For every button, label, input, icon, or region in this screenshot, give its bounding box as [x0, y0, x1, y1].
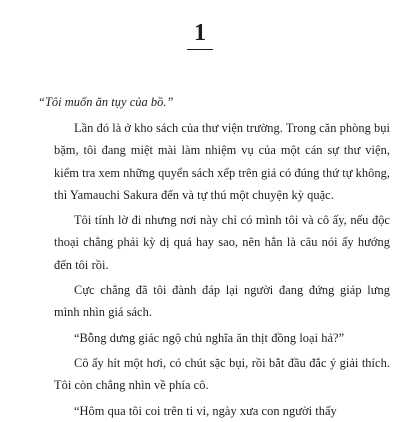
chapter-body	[38, 91, 390, 422]
paragraph: “Bỗng dưng giác ngộ chủ nghĩa ăn thịt đồng loại hả?”	[74, 330, 345, 345]
paragraph: Lần đó là ở kho sách của thư viện trường. Trong căn phòng bụi bặm, tôi đang miệt mài làm nhiệm vụ của một cán sự thư viện, kiểm tra xem những quyển sách xếp trên giá có đúng thứ tự không, thì Yamauchi Sakura đến và tự thú một chuyện kỳ quặc.	[54, 121, 390, 202]
paragraph: “Hôm qua tôi coi trên ti vi, ngày xưa con người thấy	[74, 403, 337, 418]
paragraph: Tôi tính lờ đi nhưng nơi này chỉ có mình tôi và cô ấy, nếu độc thoại chẳng phải kỳ dị quá hay sao, nên hẳn là câu nói ấy hướng đến tôi rồi.	[54, 213, 390, 272]
chapter-underline	[187, 49, 213, 50]
paragraph-opening-line: “Tôi muốn ăn tụy của bồ.”	[38, 95, 174, 109]
chapter-number: 1	[194, 20, 206, 46]
paragraph: Cực chẳng đã tôi đành đáp lại người đang đứng giáp lưng mình nhìn giá sách.	[54, 283, 390, 320]
paragraph: Cô ấy hít một hơi, có chút sặc bụi, rồi bắt đầu đắc ý giải thích. Tôi còn chẳng nhìn về phía cô.	[54, 355, 390, 393]
